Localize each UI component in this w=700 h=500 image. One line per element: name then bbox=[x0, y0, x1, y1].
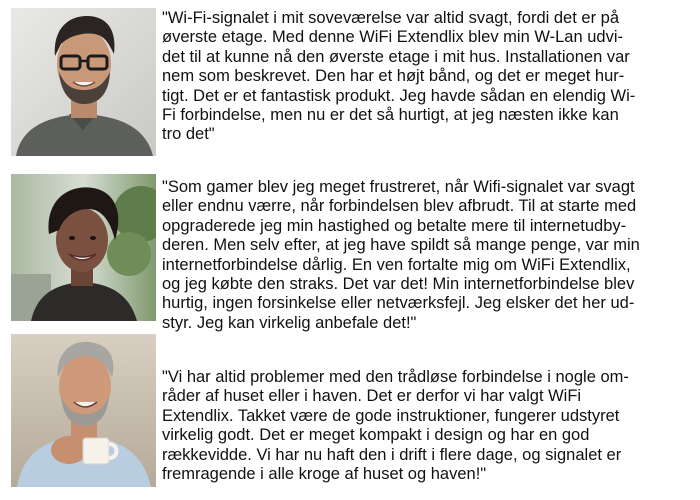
testimonial-quote-1 bbox=[162, 9, 635, 145]
quote-line: "Som gamer blev jeg meget frustreret, når Wifi-signalet var svagt bbox=[162, 178, 635, 196]
quote-line: fremragende i alle kroge af huset og haven!" bbox=[162, 465, 487, 484]
quote-line: virkelig godt. Det er meget kompakt i design og har en god bbox=[162, 426, 590, 445]
testimonial-3 bbox=[0, 332, 700, 500]
testimonial-quote-2 bbox=[162, 178, 640, 333]
quote-line: nem som beskrevet. Den har et højt bånd, og det er meget hur- bbox=[162, 67, 625, 86]
testimonial-1 bbox=[0, 0, 700, 160]
testimonial-quote-3 bbox=[162, 368, 629, 484]
quote-line: og jeg købte den straks. Det var det! Min internetforbindelse blev bbox=[162, 275, 635, 294]
quote-line: eller endnu værre, når forbindelsen blev afbrudt. Til at starte med bbox=[162, 197, 637, 216]
testimonial-2 bbox=[0, 170, 700, 330]
quote-line: internetforbindelse dårlig. En ven fortalte mig om WiFi Extendlix, bbox=[162, 255, 631, 274]
quote-line: det til at kunne nå den øverste etage i mit hus. Installationen var bbox=[162, 47, 630, 66]
quote-line: styr. Jeg kan virkelig anbefale det!" bbox=[162, 313, 417, 332]
quote-line: Extendlix. Takket være de gode instruktioner, fungerer udstyret bbox=[162, 406, 620, 425]
quote-line: deren. Men selv efter, at jeg have spildt så mange penge, var min bbox=[162, 236, 640, 255]
quote-line: "Vi har altid problemer med den trådløse forbindelse i nogle om- bbox=[162, 368, 629, 386]
man-glasses-portrait bbox=[11, 8, 156, 156]
quote-line: hurtig, ingen forsinkelse eller netværksfejl. Jeg elsker det her ud- bbox=[162, 294, 635, 313]
man-coffee-portrait bbox=[11, 334, 156, 487]
testimonial-photo-1 bbox=[11, 8, 156, 156]
quote-line: råder af huset eller i haven. Det er derfor vi har valgt WiFi bbox=[162, 387, 582, 406]
quote-line: opgraderede jeg min hastighed og betalte mere til internetudby- bbox=[162, 216, 627, 235]
quote-line: øverste etage. Med denne WiFi Extendlix blev min W-Lan udvi- bbox=[162, 28, 623, 47]
testimonial-photo-2 bbox=[11, 174, 156, 321]
testimonial-photo-3 bbox=[11, 334, 156, 487]
quote-line: Fi forbindelse, men nu er det så hurtigt, at jeg næsten ikke kan bbox=[162, 106, 619, 125]
quote-line: rækkevidde. Vi har nu haft den i drift i flere dage, og signalet er bbox=[162, 445, 622, 464]
woman-curly-hair-portrait bbox=[11, 174, 156, 321]
quote-line: tro det" bbox=[162, 125, 215, 144]
quote-line: "Wi-Fi-signalet i mit soveværelse var altid svagt, fordi det er på bbox=[162, 9, 620, 27]
quote-line: tigt. Det er et fantastisk produkt. Jeg havde sådan en elendig Wi- bbox=[162, 86, 636, 105]
